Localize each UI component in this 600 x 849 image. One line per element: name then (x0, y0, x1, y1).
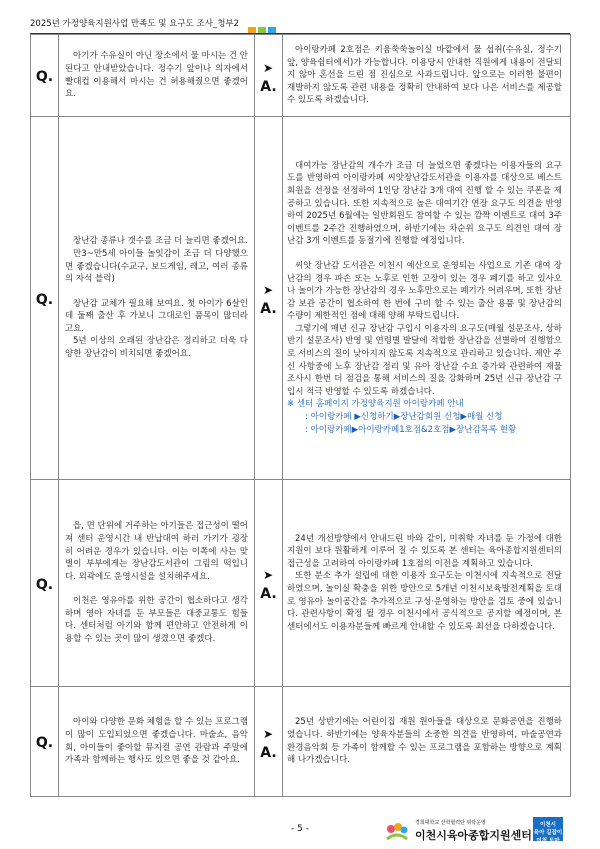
answer-text: 또한 분소 추가 설립에 대한 이용자 요구도는 이천시에 지속적으로 전달하였으며, 놀이실 확충을 위한 방안으로 5개년 이천시보육발전계획을 토대로 영유아 놀이공간을 추가적으로 구성·운영하는 방안을 검토 중에 있습니다. 관련사항이 확정 될 경우 이천시에서 공식적으로 공지할 예정이며, 본 센터에서도 이용자분들께 빠르게 안내할 수 있도록 최선을 다하겠습니다. (287, 571, 562, 632)
question-text: 만3~만5세 아이들 놀잇감이 조금 더 다양했으면 좋겠습니다(수교구, 보드게임, 레고, 여러 종류의 자석 블럭) (65, 248, 248, 285)
arrow-right-icon: ➤ (262, 60, 274, 75)
qa-row-2 (31, 117, 571, 480)
center-logo (385, 817, 575, 843)
center-logo-icon (385, 821, 409, 843)
qa-table (30, 34, 571, 797)
qa-row-4 (31, 687, 571, 797)
answer-text: 아이랑카페 2호점은 키움쑥쑥놀이실 바깥에서 물 섭취(수유실, 정수기 앞, 양육쉼터에서)가 가능합니다. 이용당시 안내한 직원에게 내용이 전달되지 않아 혼선을 드린 점 진심으로 사과드립니다. 앞으로는 이러한 불편이 재발하지 않도록 관련 내용을 정확히 안내하여 보다 나은 서비스를 제공할 수 있도록 하겠습니다. (287, 45, 562, 106)
q-mark: Q. (35, 576, 54, 593)
q-mark-cell (31, 687, 59, 797)
question-text: 아이와 다양한 문화 체험을 할 수 있는 프로그램이 많이 도입되었으면 좋겠습니다. 마술쇼, 음악회, 아이들이 좋아할 뮤지컬 공연 관람과 주말에 가족과 함께하는 행사도 있으면 좋을 것 같아요. (65, 717, 248, 766)
badge-line: 이천시 (540, 822, 556, 828)
q-mark-cell (31, 117, 59, 480)
qa-row-3 (31, 480, 571, 687)
badge-line: 육아 길잡이 (533, 830, 563, 836)
question-cell (59, 687, 255, 797)
arrow-right-icon: ➤ (262, 568, 274, 582)
a-mark-cell (255, 687, 283, 797)
answer-text: 씨앗 장난감 도서관은 이천시 예산으로 운영되는 사업으로 기존 대여 장난감의 경우 파손 또는 노후로 인한 고장이 있는 경우 폐기를 하고 있사오나 놀이가 가능한 장난감의 경우 노후만으로는 폐기가 어려우며, 또한 장난감 보관 공간이 협소하여 한 번에 구비 할 수 있는 출산 용품 및 장난감의 수량이 제한적인 점에 대해 양해 부탁드립니다. (287, 260, 562, 322)
city-badge (533, 817, 563, 844)
answer-text: 그렇기에 매년 신규 장난감 구입시 이용자의 요구도(매월 설문조사, 상하반기 설문조사) 반영 및 연령별 발달에 적합한 장난감을 선별하여 진행함으로 서비스의 질이 낮아지지 않도록 지속적으로 관리하고 있습니다. 제안 주신 사항중에 노후 장난감 정리 및 유아 장난감 수요 증가와 관련하여 재물조사시 한번 더 점검을 통해 서비스의 질을 강화하며 25년 신규 장난감 구입시 적극 반영할 수 있도록 하겠습니다. (287, 323, 562, 397)
answer-cell (283, 687, 571, 797)
answer-text: 25년 상반기에는 어린이집 재원 원아들을 대상으로 문화공연을 진행하였습니다. 하반기에는 양육자분들의 소중한 의견을 반영하여, 마술공연과 환경음악회 등 가족이 함께할 수 있는 프로그램을 포함하는 방향으로 계획해 나가겠습니다. (287, 717, 562, 766)
a-mark-cell (255, 117, 283, 480)
badge-line: 이천 토마 (536, 838, 560, 844)
a-mark: A. (260, 744, 277, 761)
a-mark: A. (260, 586, 277, 602)
arrow-right-icon: ➤ (262, 283, 274, 297)
arrow-right-icon: ➤ (262, 726, 274, 741)
q-mark: Q. (35, 291, 54, 308)
question-text: 읍, 면 단위에 거주하는 아기들은 접근성이 떨어져 센터 운영시간 내 반납대여 하러 가기가 굉장히 어려운 경우가 있습니다. 이는 이쪽에 사는 맞벌이 부부에게는 장난감도서관이 그림의 떡입니다. 외곽에도 운영시설을 설치해주세요. (65, 521, 248, 582)
question-text: 5년 이상의 오래된 장난감은 정리하고 더욱 다양한 장난감이 비치되면 좋겠어요. (65, 336, 248, 360)
q-mark: Q. (35, 69, 54, 85)
answer-text: 대여가능 장난감의 개수가 조금 더 늘었으면 좋겠다는 이용자들의 요구도를 반영하여 아이랑카페 씨앗장난감도서관을 이용자를 대상으로 베스트 회원을 선정을 선정하여 1인당 장난감 3개 대여 진행 할 수 있는 쿠폰을 제공하고 있습니다. 또한 지속적으로 높은 대여기간 연장 요구도 의견을 반영하여 2025년 6월에는 일반회원도 참여할 수 있는 깜짝 이벤트로 대여 3주 이벤트를 2주간 진행하였으며, 하반기에는 차순위 요구도 의견인 대여 장난감 3개 이벤트를 동절기에 진행할 예정입니다. (287, 160, 562, 247)
question-cell (59, 35, 255, 117)
a-mark: A. (260, 78, 277, 95)
logo-name: 이천시육아종합지원센터 (415, 829, 532, 842)
page-header (30, 17, 570, 31)
qa-row-1 (31, 35, 571, 117)
question-text: 장난감 교체가 필요해 보여요. 첫 아이가 6살인데 둘째 출산 후 가보니 그대로인 품목이 많더라고요. (65, 298, 248, 334)
logo-subtitle: 경희대학교 산학협력단 위탁운영 (415, 820, 486, 826)
notice-title: ※ 센터 홈페이지 가정양육지원 아이랑카페 안내 (287, 399, 464, 410)
question-text: 장난감 종류나 갯수를 조금 더 늘리면 좋겠어요. (73, 236, 248, 247)
question-cell (59, 480, 255, 687)
question-text: 이천은 영유아를 위한 공간이 협소하다고 생각하며 영아 자녀를 둔 부모들은 대중교통도 힘들다. 센터처럼 아기와 함께 편안하고 안전하게 이용할 수 있는 곳이 많이 생겼으면 좋겠다. (65, 596, 248, 645)
a-mark-cell (255, 35, 283, 117)
answer-cell (283, 35, 571, 117)
q-mark-cell (31, 35, 59, 117)
answer-cell (283, 117, 571, 480)
q-mark-cell (31, 480, 59, 687)
notice-line: : 아이랑카페▶아이랑카페1호점&2호점▶장난감목록 현황 (305, 424, 517, 435)
notice-line: : 아이랑카페 ▶신청하기▶장난감회원 신청▶매월 신청 (305, 412, 503, 423)
a-mark: A. (260, 301, 277, 317)
answer-text: 24년 개선방향에서 안내드린 바와 같이, 미취학 자녀를 둔 가정에 대한 지원이 보다 원활하게 이루어 질 수 있도록 본 센터는 육아종합지원센터의 접근성을 고려하여 아이랑카페 1호점의 이전을 계획하고 있습니다. (287, 533, 562, 569)
q-mark: Q. (35, 735, 54, 751)
question-cell (59, 117, 255, 480)
question-text: 아기가 수유실이 아닌 장소에서 물 마시는 건 안된다고 안내받았습니다. 정수기 앞이나 의자에서 빨대컵 이용해서 마시는 건 허용해줬으면 좋겠어요. (65, 51, 248, 100)
header-title: 2025년 가정양육지원사업 만족도 및 요구도 조사_청부2 (30, 19, 240, 29)
page-number: - 5 - (291, 824, 309, 834)
a-mark-cell (255, 480, 283, 687)
answer-cell (283, 480, 571, 687)
